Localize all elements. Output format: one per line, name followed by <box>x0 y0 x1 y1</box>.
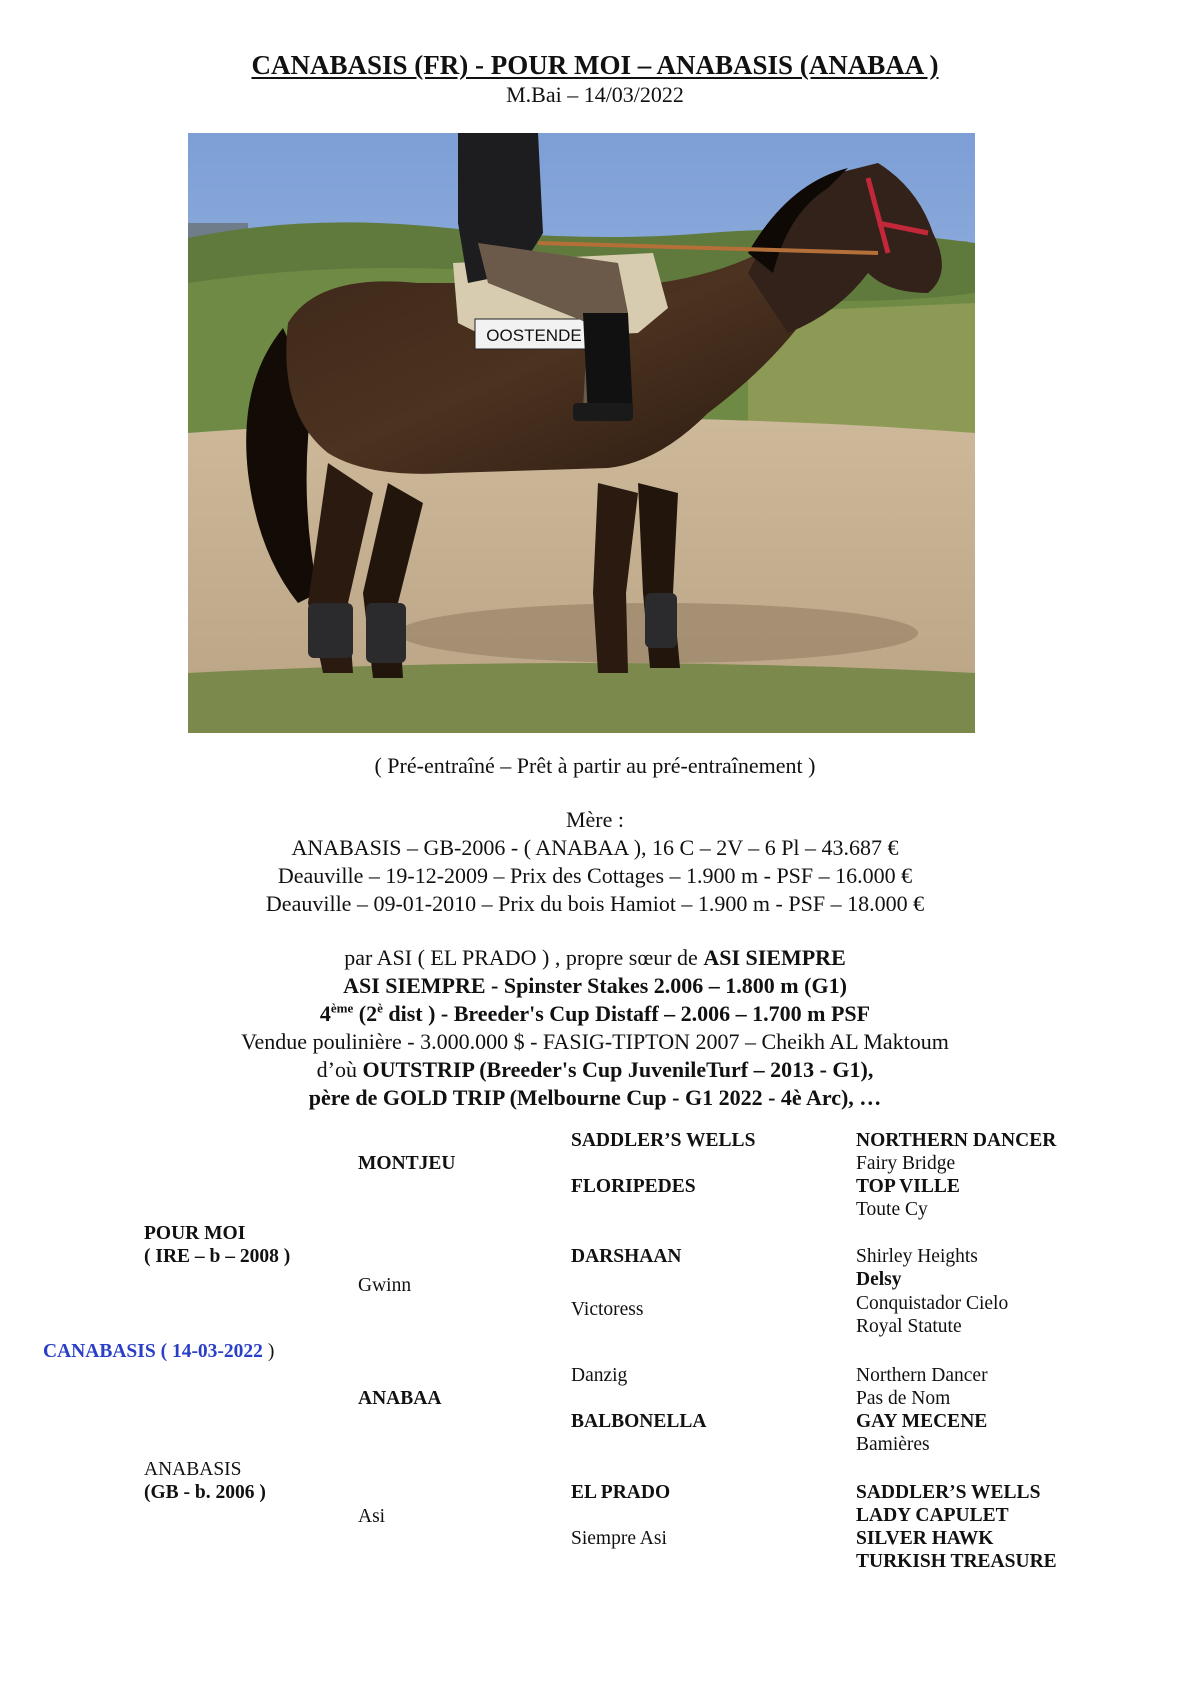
page-title: CANABASIS (FR) - POUR MOI – ANABASIS (ANABAA ) <box>251 50 939 80</box>
pedigree-dam-name: ANABASIS <box>144 1459 242 1480</box>
pedigree-subject: CANABASIS ( 14-03-2022 ) <box>43 1341 275 1362</box>
pedigree-gen4-item: GAY MECENE <box>856 1411 988 1432</box>
family-line-5: d’où OUTSTRIP (Breeder's Cup JuvenileTurf – 2013 - G1), <box>316 1057 874 1082</box>
horse-photo <box>188 133 975 733</box>
pedigree-sire-detail: ( IRE – b – 2008 ) <box>144 1246 291 1267</box>
pedigree-gen4-item: Northern Dancer <box>856 1365 988 1386</box>
pedigree-gen3-item: Victoress <box>571 1299 644 1320</box>
dam-heading: Mère : <box>565 807 625 832</box>
family-line-2: ASI SIEMPRE - Spinster Stakes 2.006 – 1.800 m (G1) <box>343 973 847 998</box>
saddle-cloth-text: OOSTENDE <box>486 326 582 345</box>
family-section <box>0 944 1190 1112</box>
pedigree-gen4-item: Toute Cy <box>856 1199 928 1220</box>
family-line-1: par ASI ( EL PRADO ) , propre sœur de ASI SIEMPRE <box>344 945 846 970</box>
family-line-6: père de GOLD TRIP (Melbourne Cup - G1 2022 - 4è Arc), … <box>308 1085 882 1110</box>
photo-caption: ( Pré-entraîné – Prêt à partir au pré-entraînement ) <box>374 753 816 778</box>
dam-summary: ANABASIS – GB-2006 - ( ANABAA ), 16 C – 2V – 6 Pl – 43.687 € <box>291 835 899 860</box>
pedigree-dam-detail: (GB - b. 2006 ) <box>144 1482 266 1503</box>
pedigree-gen4-item: Royal Statute <box>856 1316 962 1337</box>
pedigree-sire-name: POUR MOI <box>144 1223 246 1244</box>
dam-section <box>0 806 1190 918</box>
pedigree-gen4-item: Shirley Heights <box>856 1246 978 1267</box>
pedigree-gen3-item: Danzig <box>571 1365 628 1386</box>
pedigree-gen4-item: SADDLER’S WELLS <box>856 1482 1041 1503</box>
pedigree-gen3-item: Siempre Asi <box>571 1528 667 1549</box>
page-subtitle: M.Bai – 14/03/2022 <box>506 82 684 107</box>
pedigree-gen2-item: MONTJEU <box>358 1153 456 1174</box>
dam-win-1: Deauville – 19-12-2009 – Prix des Cottages – 1.900 m - PSF – 16.000 € <box>277 863 913 888</box>
pedigree-gen4-item: TURKISH TREASURE <box>856 1551 1057 1572</box>
pedigree-gen4-item: SILVER HAWK <box>856 1528 994 1549</box>
pedigree-gen3-item: DARSHAAN <box>571 1246 682 1267</box>
pedigree-gen3-item: BALBONELLA <box>571 1411 707 1432</box>
pedigree-gen4-item: TOP VILLE <box>856 1176 960 1197</box>
pedigree-gen4-item: NORTHERN DANCER <box>856 1130 1057 1151</box>
pedigree-gen3-item: SADDLER’S WELLS <box>571 1130 756 1151</box>
pedigree-gen4-item: Conquistador Cielo <box>856 1293 1009 1314</box>
family-line-4: Vendue poulinière - 3.000.000 $ - FASIG-TIPTON 2007 – Cheikh AL Maktoum <box>241 1029 949 1054</box>
pedigree-gen2-item: Gwinn <box>358 1275 412 1296</box>
pedigree-gen4-item: Fairy Bridge <box>856 1153 956 1174</box>
pedigree-gen4-item: Bamières <box>856 1434 930 1455</box>
pedigree-gen2-item: Asi <box>358 1506 386 1527</box>
pedigree-gen3-item: FLORIPEDES <box>571 1176 696 1197</box>
family-line-3: 4ème ($2^è$ dist ) - Breeder's Cup Distaff – 2.006 – 1.700 m PSF <box>319 1000 871 1026</box>
pedigree-gen2-item: ANABAA <box>358 1388 442 1409</box>
dam-win-2: Deauville – 09-01-2010 – Prix du bois Hamiot – 1.900 m - PSF – 18.000 € <box>265 891 925 916</box>
pedigree-gen3-item: EL PRADO <box>571 1482 671 1503</box>
pedigree-gen4-item: Delsy <box>856 1269 902 1290</box>
pedigree-gen4-item: Pas de Nom <box>856 1388 951 1409</box>
pedigree-gen4-item: LADY CAPULET <box>856 1505 1009 1526</box>
